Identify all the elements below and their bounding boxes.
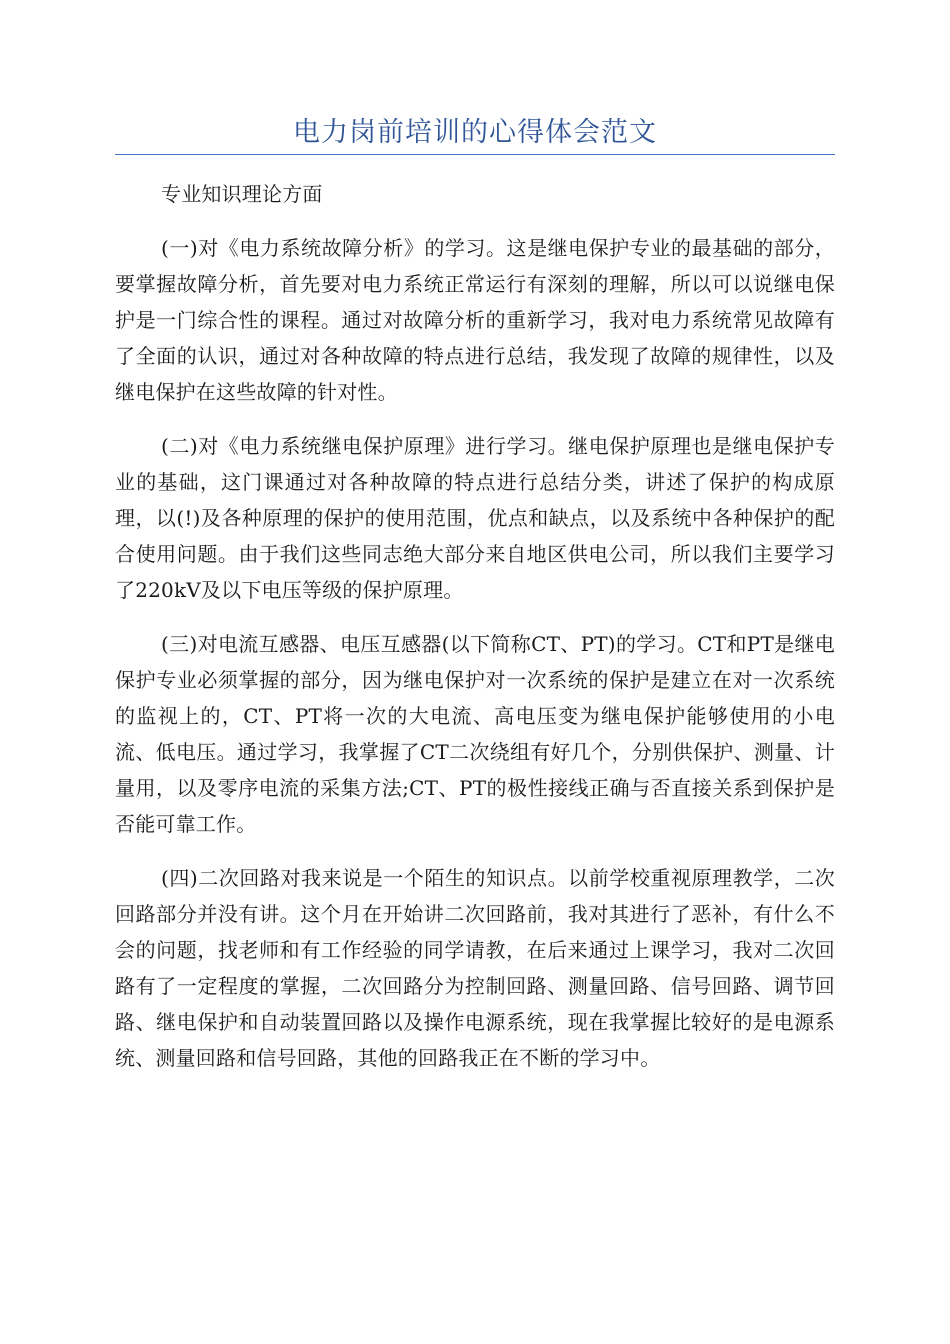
paragraph-1: (一)对《电力系统故障分析》的学习。这是继电保护专业的最基础的部分，要掌握故障分析，首先要对电力系统正常运行有深刻的理解，所以可以说继电保护是一门综合性的课程。通过对故障分析的重新学习，我对电力系统常见故障有了全面的认识，通过对各种故障的特点进行总结，我发现了故障的规律性，以及继电保护在这些故障的针对性。 <box>115 236 835 404</box>
section-heading: 专业知识理论方面 <box>161 182 323 206</box>
title-underline <box>115 154 835 155</box>
page-title: 电力岗前培训的心得体会范文 <box>293 117 657 148</box>
document-body <box>115 176 835 1094</box>
paragraph-3: (三)对电流互感器、电压互感器(以下简称CT、PT)的学习。CT和PT是继电保护专业必须掌握的部分，因为继电保护对一次系统的保护是建立在对一次系统的监视上的，CT、PT将一次的大电流、高电压变为继电保护能够使用的小电流、低电压。通过学习，我掌握了CT二次绕组有好几个，分别供保护、测量、计量用，以及零序电流的采集方法;CT、PT的极性接线正确与否直接关系到保护是否能可靠工作。 <box>115 632 835 836</box>
paragraph-4: (四)二次回路对我来说是一个陌生的知识点。以前学校重视原理教学，二次回路部分并没有讲。这个月在开始讲二次回路前，我对其进行了恶补，有什么不会的问题，找老师和有工作经验的同学请教，在后来通过上课学习，我对二次回路有了一定程度的掌握，二次回路分为控制回路、测量回路、信号回路、调节回路、继电保护和自动装置回路以及操作电源系统，现在我掌握比较好的是电源系统、测量回路和信号回路，其他的回路我正在不断的学习中。 <box>115 866 835 1070</box>
paragraph-2: (二)对《电力系统继电保护原理》进行学习。继电保护原理也是继电保护专业的基础，这门课通过对各种故障的特点进行总结分类，讲述了保护的构成原理，以(!)及各种原理的保护的使用范围，优点和缺点，以及系统中各种保护的配合使用问题。由于我们这些同志绝大部分来自地区供电公司，所以我们主要学习了220kV及以下电压等级的保护原理。 <box>115 434 835 602</box>
